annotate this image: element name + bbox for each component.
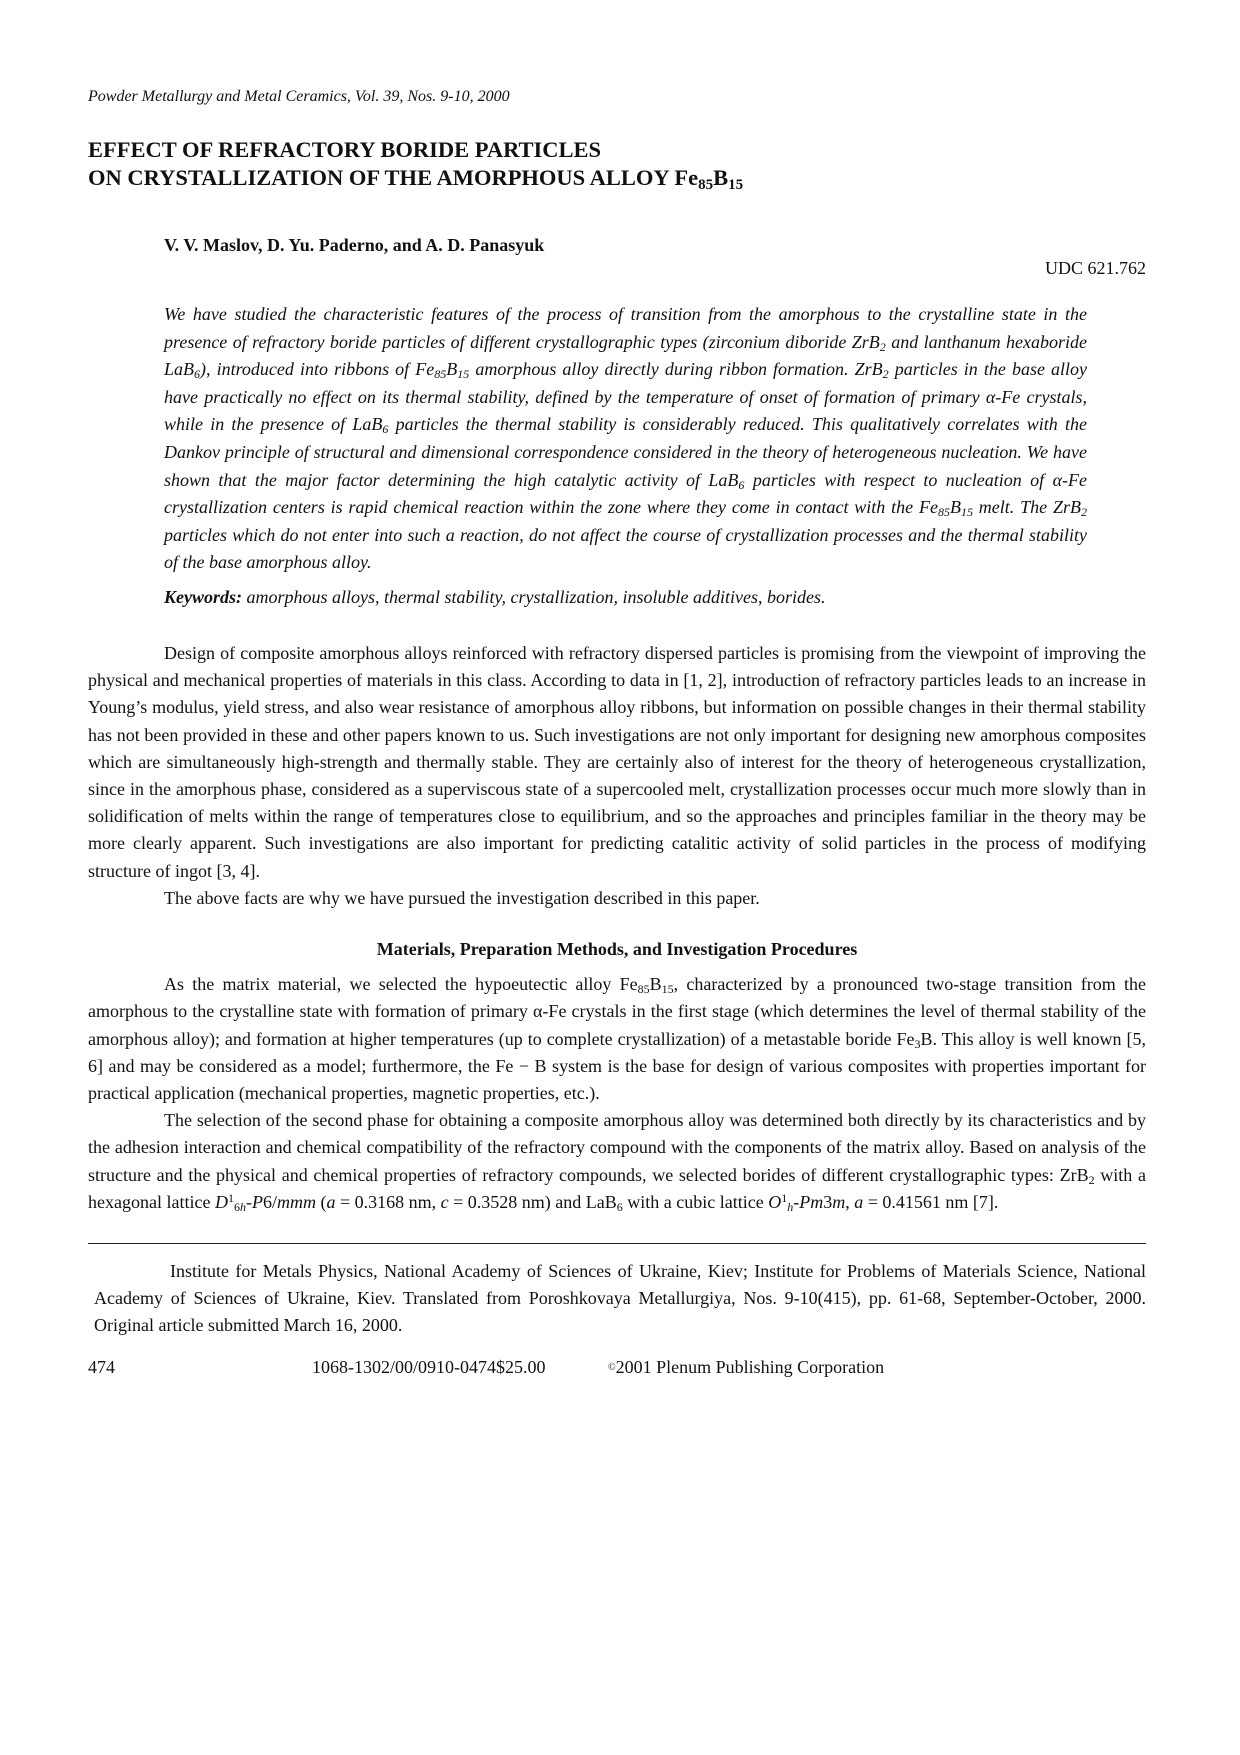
title-sub-15: 15	[728, 177, 744, 193]
article-code: 1068-1302/00/0910-0474$25.00	[312, 1357, 546, 1377]
journal-header: Powder Metallurgy and Metal Ceramics, Vol. 39, Nos. 9-10, 2000	[88, 88, 510, 105]
keywords-label: Keywords:	[164, 586, 242, 607]
title-line-1: EFFECT OF REFRACTORY BORIDE PARTICLES	[88, 137, 602, 162]
keywords	[164, 587, 1087, 608]
authors: V. V. Maslov, D. Yu. Paderno, and A. D. Panasyuk	[164, 235, 545, 255]
methods-paragraph-1: As the matrix material, we selected the hypoeutectic alloy $Fe_{85}B_{15}$, characterized by a pronounced two-stage transition from the amorphous to the crystalline state with formation of primary α-Fe crystals in the first stage (which determines the level of thermal stability of the amorphous alloy); and formation at higher temperatures (up to complete crystallization) of a metastable boride $Fe_3B$. This alloy is well known [5, 6] and may be considered as a model; furthermore, the Fe − B system is the base for design of various composites with properties important for practical application (mechanical properties, magnetic properties, etc.).	[88, 974, 1146, 1103]
page-number: 474	[88, 1357, 115, 1377]
copyright-symbol: ©	[608, 1362, 616, 1373]
footnote-text: Institute for Metals Physics, National Academy of Sciences of Ukraine, Kiev; Institute for Problems of Materials Science, National Academy of Sciences of Ukraine, Kiev. Translated from Poroshkovaya Metallurgiya, Nos. 9-10(415), pp. 61-68, September-October, 2000. Original article submitted March 16, 2000.	[94, 1261, 1146, 1335]
article-title	[88, 136, 1146, 192]
copyright	[608, 1357, 884, 1378]
section-heading: Materials, Preparation Methods, and Investigation Procedures	[376, 938, 858, 959]
copyright-text: 2001 Plenum Publishing Corporation	[615, 1357, 885, 1377]
footnote	[94, 1258, 1146, 1339]
paper-page	[88, 88, 1146, 1381]
footnote-divider	[88, 1243, 1146, 1244]
title-line-2: ON CRYSTALLIZATION OF THE AMORPHOUS ALLOY Fe	[88, 165, 699, 190]
intro-paragraph-1: Design of composite amorphous alloys reinforced with refractory dispersed particles is promising from the viewpoint of improving the physical and mechanical properties of materials in this class. According to data in [1, 2], introduction of refractory particles leads to an increase in Young’s modulus, yield stress, and also wear resistance of amorphous alloy ribbons, but information on possible changes in their thermal stability has not been provided in these and other papers known to us. Such investigations are not only important for designing new amorphous composites which are simultaneously high-strength and thermally stable. They are certainly also of interest for the theory of heterogeneous crystallization, since in the amorphous phase, considered as a superviscous state of a supercooled melt, crystallization processes occur much more slowly than in solidification of melts within the range of temperatures close to equilibrium, and so the approaches and principles familiar in the theory may be more clearly apparent. Such investigations are also important for predicting catalitic activity of solid particles in the process of modifying structure of ingot [3, 4].	[88, 642, 1146, 881]
methods-paragraph-2: The selection of the second phase for obtaining a composite amorphous alloy was determined both directly by its characteristics and by the adhesion interaction and chemical compatibility of the refractory compound with the components of the matrix alloy. Based on analysis of the structure and the physical and chemical properties of refractory compounds, we selected borides of different crystallographic types: ZrB$_2$ with a hexagonal lattice $D^1_{6h}-P6$/mmm (a = 0.3168 nm, c = 0.3528 nm) and LaB$_6$ with a cubic lattice $O^1_h-Pm3m$, a = 0.41561 nm [7].	[88, 1110, 1146, 1214]
keywords-text: amorphous alloys, thermal stability, crystallization, insoluble additives, borides.	[242, 586, 826, 607]
title-b: B	[713, 165, 729, 190]
article-body	[88, 640, 1146, 1216]
abstract: We have studied the characteristic features of the process of transition from the amorphous to the crystalline state in the presence of refractory boride particles of different crystallographic types (zirconium diboride ZrB$_2$ and lanthanum hexaboride LaB$_6$), introduced into ribbons of $Fe_{85}B_{15}$ amorphous alloy directly during ribbon formation. ZrB$_2$ particles in the base alloy have practically no effect on its thermal stability, defined by the temperature of onset of formation of primary α-Fe crystals, while in the presence of LaB$_6$ particles the thermal stability is considerably reduced. This qualitatively correlates with the Dankov principle of structural and dimensional correspondence considered in the theory of heterogeneous nucleation. We have shown that the major factor determining the high catalytic activity of LaB$_6$ particles with respect to nucleation of α-Fe crystallization centers is rapid chemical reaction within the zone where they come in contact with the $Fe_{85}B_{15}$ melt. The ZrB$_2$ particles which do not enter into such a reaction, do not affect the course of crystallization processes and the thermal stability of the base amorphous alloy.	[164, 304, 1088, 573]
udc-code: UDC 621.762	[1044, 258, 1146, 278]
title-sub-85: 85	[698, 177, 714, 193]
intro-paragraph-2: The above facts are why we have pursued the investigation described in this paper.	[164, 887, 760, 908]
page-footer	[88, 1357, 1146, 1381]
